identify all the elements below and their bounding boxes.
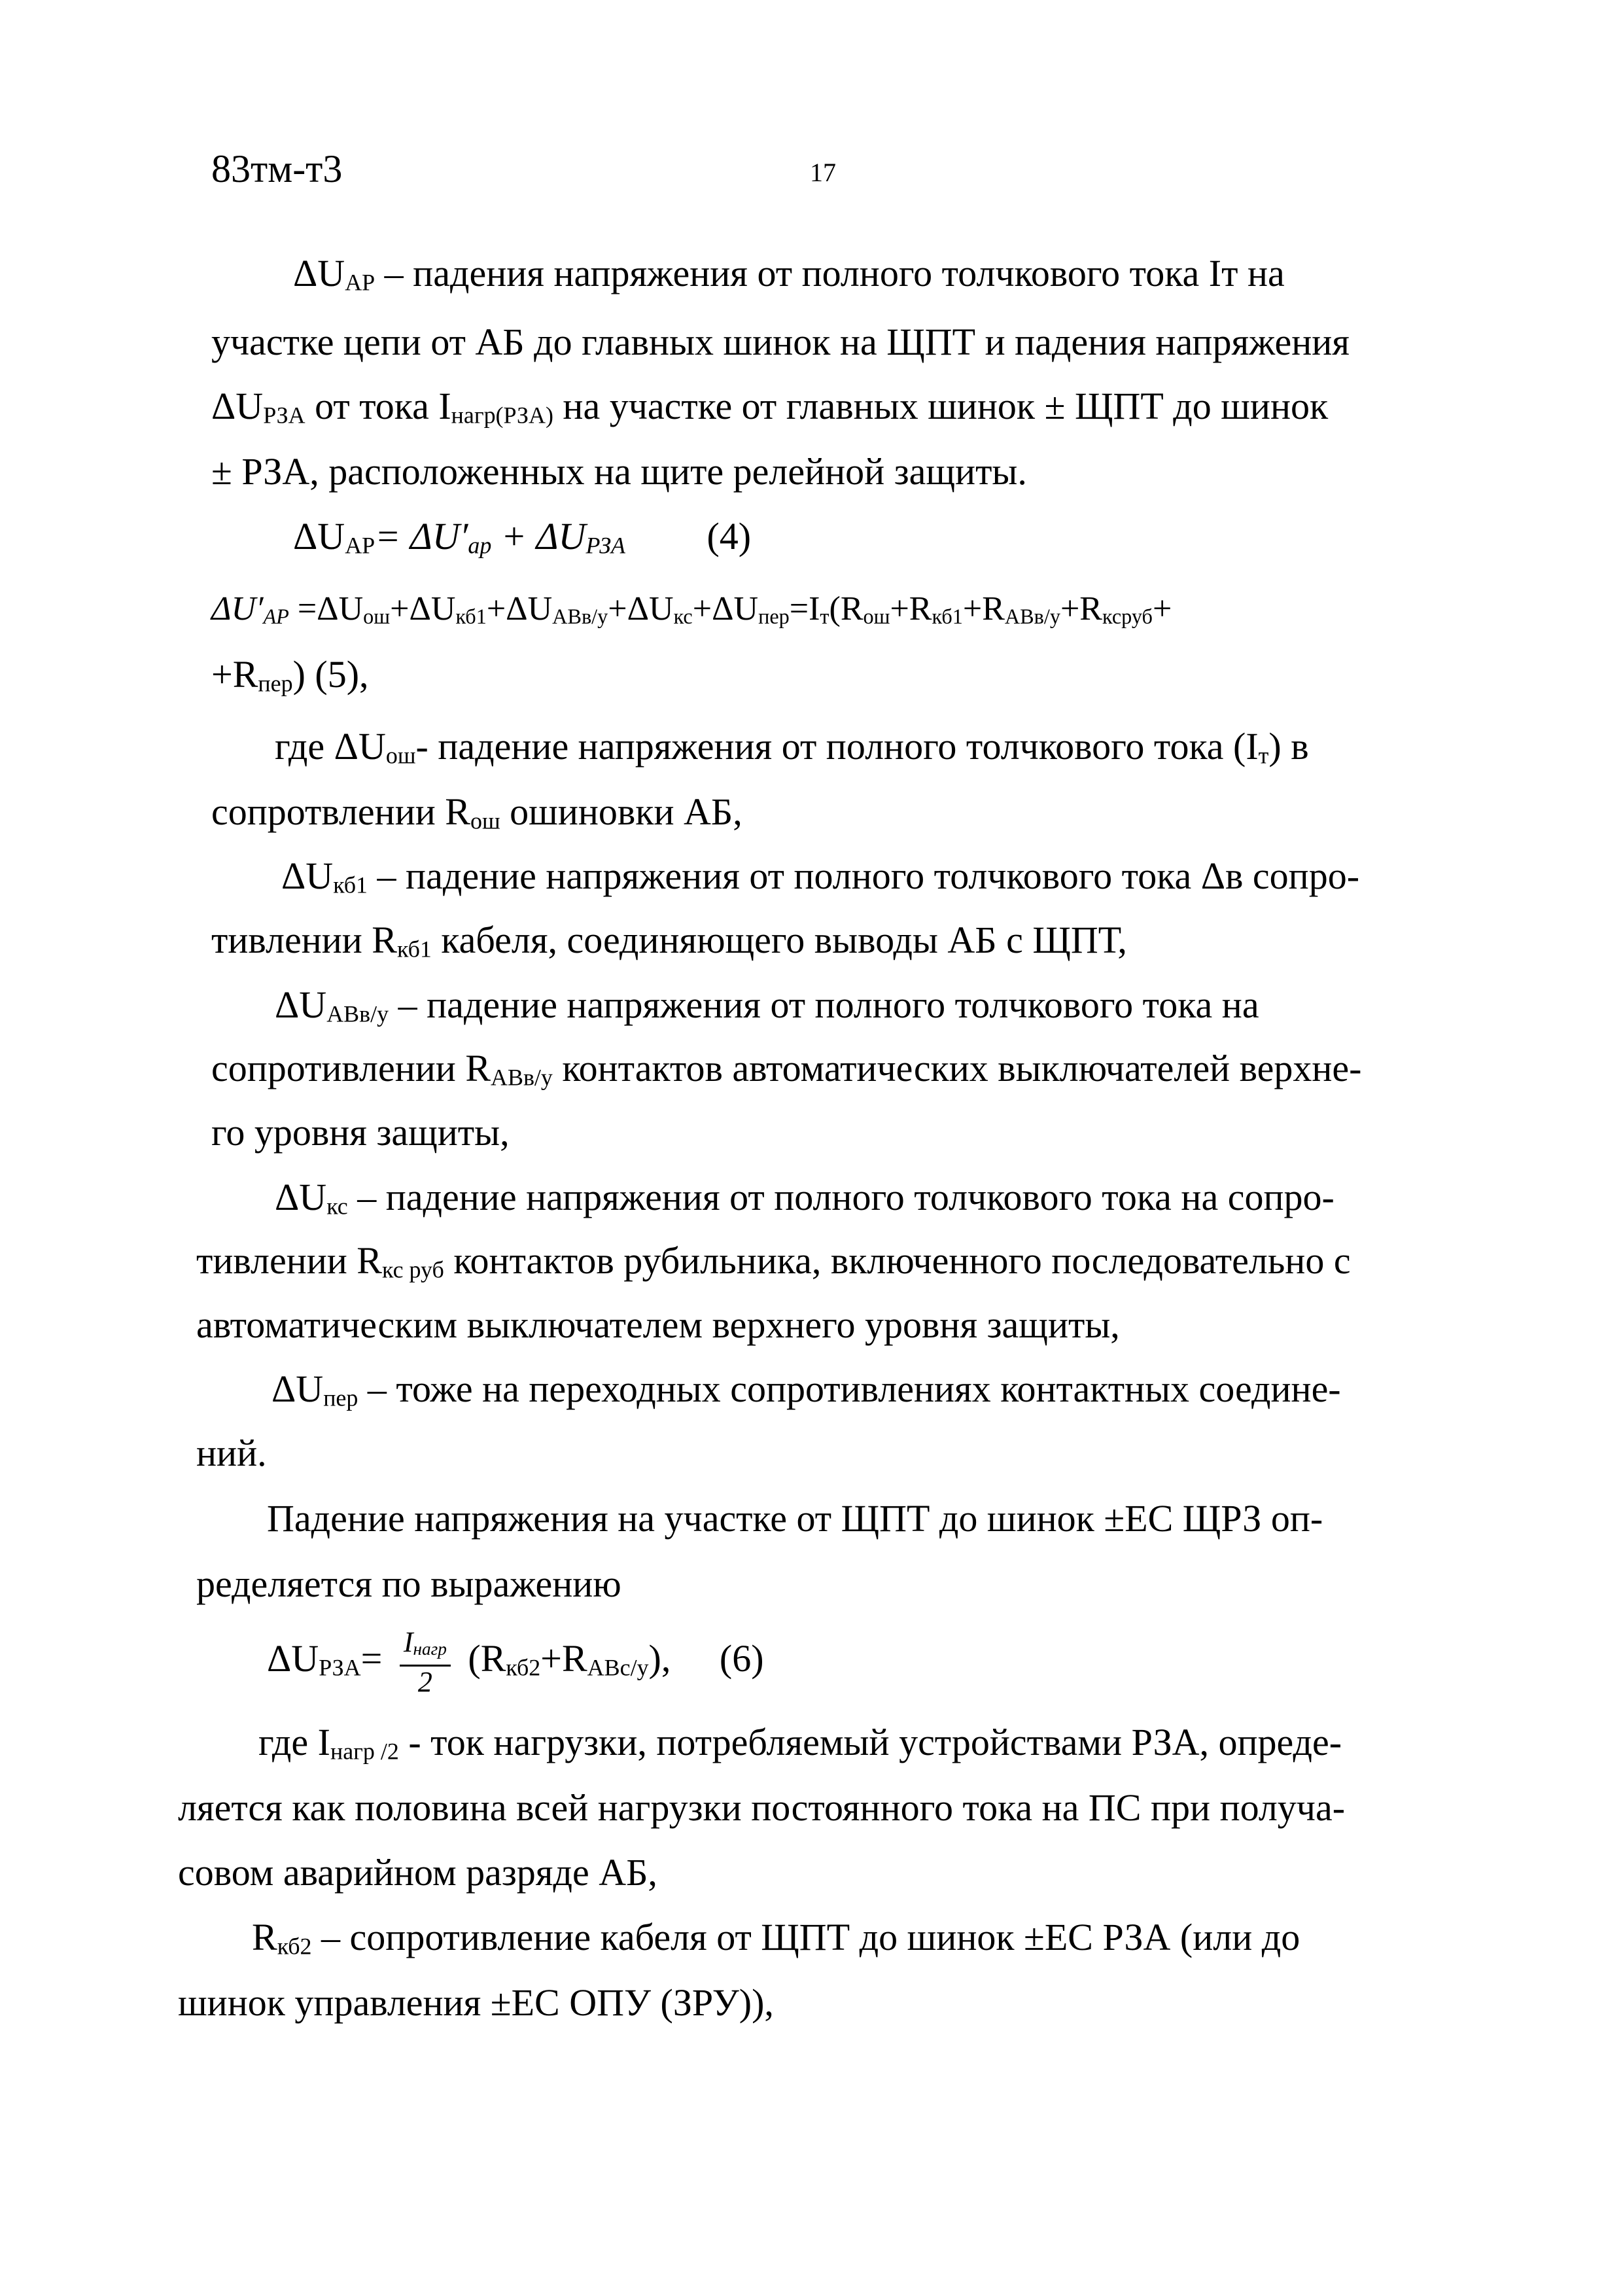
line-7: где ΔUош- падение напряжения от полного толчкового тока (Iт) в bbox=[275, 725, 1309, 769]
line-9: ΔUкб1 – падение напряжения от полного толчкового тока Δв сопро- bbox=[281, 855, 1360, 898]
line-16: автоматическим выключателем верхнего уровня защиты, bbox=[196, 1303, 1120, 1346]
equation-5: ΔU′AP =ΔUош+ΔUкб1+ΔUАВв/у+ΔUкс+ΔUпер=Iт(Rош+Rкб1+RАВв/у+Rксруб+ bbox=[211, 590, 1172, 628]
line-10: тивлении Rкб1 кабеля, соединяющего выводы АБ с ЩПТ, bbox=[211, 919, 1127, 963]
line-25: Rкб2 – сопротивление кабеля от ЩПТ до шинок ±ЕС РЗА (или до bbox=[252, 1916, 1300, 1960]
line-4: ± РЗА, расположенных на щите релейной защиты. bbox=[211, 450, 1027, 493]
fraction-load-current: $\frac{\text{Iнагр}}{2}$ bbox=[400, 1627, 451, 1698]
line-23: ляется как половина всей нагрузки постоянного тока на ПС при получа- bbox=[178, 1786, 1346, 1829]
line-15: тивлении Rкс руб контактов рубильника, включенного последовательно с bbox=[196, 1239, 1351, 1283]
line-19: Падение напряжения на участке от ЩПТ до шинок ±ЕС ЩРЗ оп- bbox=[267, 1497, 1323, 1540]
line-17: ΔUпер – тоже на переходных сопротивлениях контактных соедине- bbox=[271, 1368, 1341, 1411]
page-number: 17 bbox=[810, 158, 836, 187]
line-13: го уровня защиты, bbox=[211, 1111, 510, 1154]
line-3: ΔUРЗА от тока Iнагр(РЗА) на участке от главных шинок ± ЩПТ до шинок bbox=[211, 385, 1329, 429]
doc-code: 83тм-т3 bbox=[211, 147, 343, 190]
line-24: совом аварийном разряде АБ, bbox=[178, 1851, 657, 1894]
line-1: ΔUAP – падения напряжения от полного толчкового тока Iт на bbox=[293, 252, 1285, 296]
equation-4: ΔUAP= ΔU′ар + ΔUРЗА (4) bbox=[293, 515, 752, 559]
line-22: где Iнагр /2 - ток нагрузки, потребляемый устройствами РЗА, опреде- bbox=[258, 1721, 1342, 1765]
line-14: ΔUкс – падение напряжения от полного толчкового тока на сопро- bbox=[275, 1176, 1335, 1220]
line-26: шинок управления ±ЕС ОПУ (ЗРУ)), bbox=[178, 1981, 774, 2024]
line-11: ΔUАВв/у – падение напряжения от полного толчкового тока на bbox=[275, 983, 1259, 1027]
line-12: сопротивлении RАВв/у контактов автоматических выключателей верхне- bbox=[211, 1047, 1362, 1091]
line-8: сопротвлении Rош ошиновки АБ, bbox=[211, 790, 742, 834]
line-18: ний. bbox=[196, 1432, 267, 1474]
equation-6: ΔUРЗА= $\frac{\text{Iнагр}}{2}$ (Rкб2+RАВс/у), (6) bbox=[267, 1626, 764, 1699]
equation-5-cont: +Rпер) (5), bbox=[211, 653, 369, 697]
line-20: ределяется по выражению bbox=[196, 1563, 621, 1605]
line-2: участке цепи от АБ до главных шинок на ЩПТ и падения напряжения bbox=[211, 321, 1350, 363]
